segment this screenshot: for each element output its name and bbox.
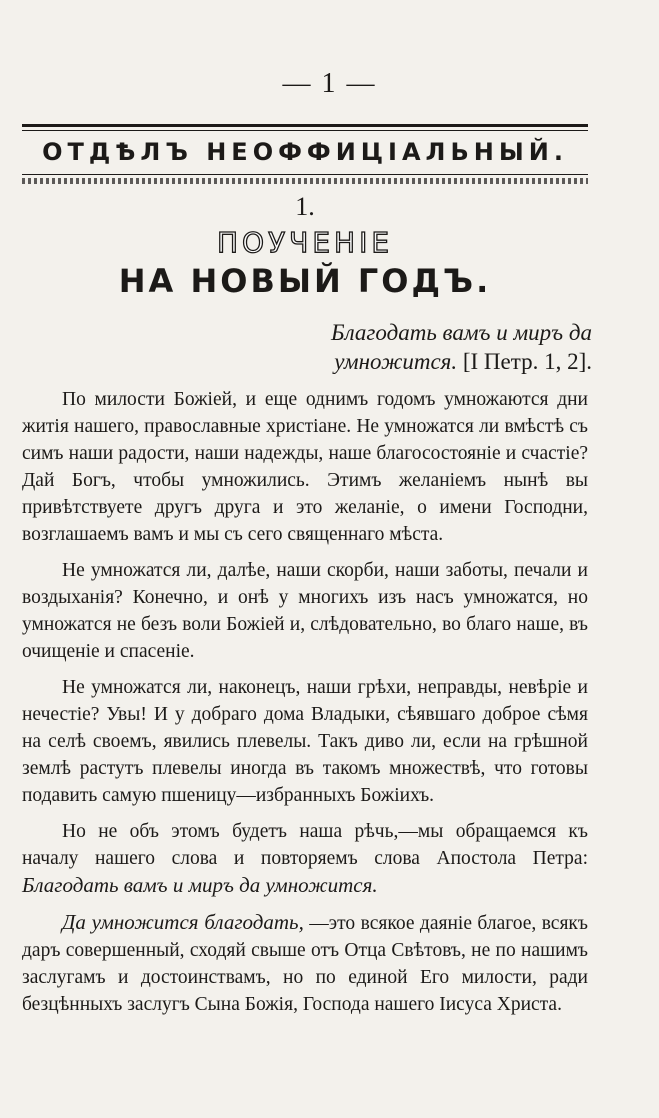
paragraph-3: Не умножатся ли, наконецъ, наши грѣхи, неправды, невѣріе и нечестіе? Увы! И у добраго дома Владыки, сѣявшаго доброе сѣмя на селѣ своемъ, явились плевелы. Такъ диво ли, если на грѣшной землѣ растутъ плевелы иногда въ такомъ множествѣ, что готовы подавить самую пшеницу—избранныхъ Божіихъ. bbox=[22, 677, 588, 806]
paragraph-1: По милости Божіей, и еще однимъ годомъ умножаются дни житія нашего, православные христіане. Не умножатся ли вмѣстѣ съ симъ наши радости, наши надежды, наше благосостояніе и счастіе? Дай Богъ, чтобы умножились. Этимъ желаніемъ нынѣ вы привѣтствуете другъ друга и это желаніе, о имени Господни, возглашаемъ вамъ и мы съ сего священнаго мѣста. bbox=[22, 389, 588, 545]
paragraph-5-quote: Да умножится благодать, bbox=[62, 910, 304, 934]
epigraph-reference: [I Петр. 1, 2]. bbox=[462, 349, 592, 374]
paragraph-5 bbox=[22, 909, 588, 1018]
epigraph-line-1 bbox=[150, 318, 592, 348]
paragraph-4-text: Но не объ этомъ будетъ наша рѣчь,—мы обращаемся къ началу нашего слова и повторяемъ слова Апостола Петра: bbox=[22, 821, 588, 869]
bottom-rule-ornament bbox=[22, 178, 588, 184]
epigraph-text-italic: умножится. bbox=[334, 349, 458, 374]
paragraph-2: Не умножатся ли, далѣе, наши скорби, наши заботы, печали и воздыханія? Конечно, и онѣ у многихъ изъ насъ умножатся, но умножатся не безъ воли Божіей и, слѣдовательно, во благо наше, въ очищеніе и спасеніе. bbox=[22, 560, 588, 662]
article-number: 1. bbox=[295, 192, 315, 221]
paragraph-4-quote: Благодать вамъ и миръ да умножится. bbox=[22, 873, 378, 897]
paragraph-5-text: —это всякое даяніе благое, всякъ даръ совершенный, сходяй свыше отъ Отца Свѣтовъ, не по нашимъ заслугамъ и достоинствамъ, но по единой Его милости, ради безцѣнныхъ заслугъ Сына Божія, Господа нашего Іисуса Христа. bbox=[22, 913, 588, 1015]
top-rule bbox=[22, 124, 588, 127]
epigraph-text: Благодать вамъ и миръ да bbox=[331, 320, 592, 345]
section-title: ОТДѢЛЪ НЕОФФИЦІАЛЬНЫЙ. bbox=[42, 138, 568, 166]
epigraph-line-2 bbox=[150, 347, 592, 377]
body-text bbox=[22, 386, 588, 1027]
heading-line-2: НА НОВЫЙ ГОДЪ. bbox=[118, 262, 492, 300]
top-rule-thin bbox=[22, 130, 588, 131]
page-number: — 1 — bbox=[282, 68, 377, 99]
heading-line-1: ПОУЧЕНІЕ bbox=[216, 226, 394, 259]
bottom-rule-thin bbox=[22, 174, 588, 175]
paragraph-4 bbox=[22, 818, 588, 900]
